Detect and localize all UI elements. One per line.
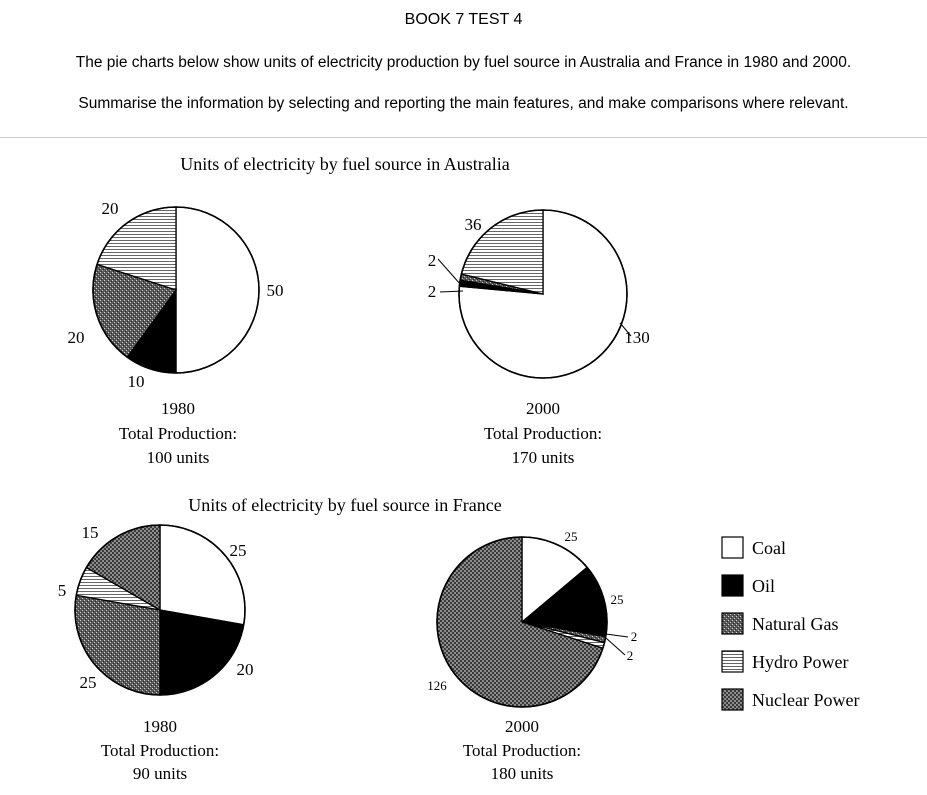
legend-swatch-coal (722, 537, 743, 558)
caption-total-value-france-1980: 90 units (132, 764, 188, 783)
slice-coal (160, 525, 245, 625)
caption-total-label-australia-1980: Total Production: (118, 424, 238, 443)
caption-total-value-france-2000: 180 units (490, 764, 554, 783)
data-label-nuclear: 15 (81, 523, 99, 542)
data-label-hydro: 5 (57, 581, 67, 600)
leader-line-gas (606, 634, 628, 637)
pie-france-1980 (58, 523, 254, 695)
caption-year-australia-2000: 2000 (526, 399, 560, 418)
data-label-hydro: 20 (101, 199, 119, 218)
data-label-coal: 25 (229, 541, 247, 560)
data-label-gas: 2 (630, 629, 638, 644)
task-prompt-line-1: The pie charts below show units of electricity production by fuel source in Australia and France in 1980 and 2000. (75, 54, 852, 71)
australia-section-title: Units of electricity by fuel source in Australia (180, 154, 510, 174)
data-label-gas: 2 (427, 251, 437, 270)
slice-coal (176, 207, 259, 373)
legend-swatch-nuclear (722, 689, 743, 710)
legend-swatch-gas (722, 613, 743, 634)
data-label-coal: 50 (266, 281, 284, 300)
data-label-gas: 25 (79, 673, 97, 692)
legend-label-nuclear: Nuclear Power (752, 690, 860, 710)
pie-australia-1980 (68, 199, 284, 391)
caption-total-value-australia-2000: 170 units (511, 448, 575, 467)
caption-total-label-france-2000: Total Production: (462, 741, 582, 760)
legend-label-hydro: Hydro Power (752, 652, 849, 672)
legend (722, 537, 859, 710)
data-label-oil: 10 (127, 372, 145, 391)
data-label-hydro: 36 (464, 215, 482, 234)
caption-year-france-2000: 2000 (505, 717, 539, 736)
caption-year-france-1980: 1980 (143, 717, 177, 736)
legend-swatch-hydro (722, 651, 743, 672)
data-label-coal: 130 (624, 328, 650, 347)
legend-swatch-oil (722, 575, 743, 596)
leader-line-hydro (606, 638, 625, 655)
data-label-nuclear: 126 (427, 678, 447, 693)
test-title: BOOK 7 TEST 4 (404, 11, 523, 28)
caption-total-label-australia-2000: Total Production: (483, 424, 603, 443)
data-label-coal: 25 (564, 529, 578, 544)
legend-label-gas: Natural Gas (752, 614, 839, 634)
slice-oil (160, 610, 244, 695)
data-label-oil: 25 (610, 592, 624, 607)
caption-total-label-france-1980: Total Production: (100, 741, 220, 760)
france-section-title: Units of electricity by fuel source in France (188, 495, 502, 515)
legend-label-oil: Oil (752, 576, 776, 596)
data-label-oil: 20 (236, 660, 254, 679)
caption-year-australia-1980: 1980 (161, 399, 195, 418)
pie-france-2000 (427, 529, 637, 707)
data-label-hydro: 2 (626, 648, 634, 663)
data-label-oil: 2 (427, 282, 437, 301)
task-prompt-line-2: Summarise the information by selecting and reporting the main features, and make comparisons where relevant. (78, 95, 849, 112)
caption-total-value-australia-1980: 100 units (146, 448, 210, 467)
data-label-gas: 20 (67, 328, 85, 347)
leader-line-gas (438, 259, 461, 285)
pie-australia-2000 (428, 210, 650, 378)
legend-label-coal: Coal (752, 538, 786, 558)
